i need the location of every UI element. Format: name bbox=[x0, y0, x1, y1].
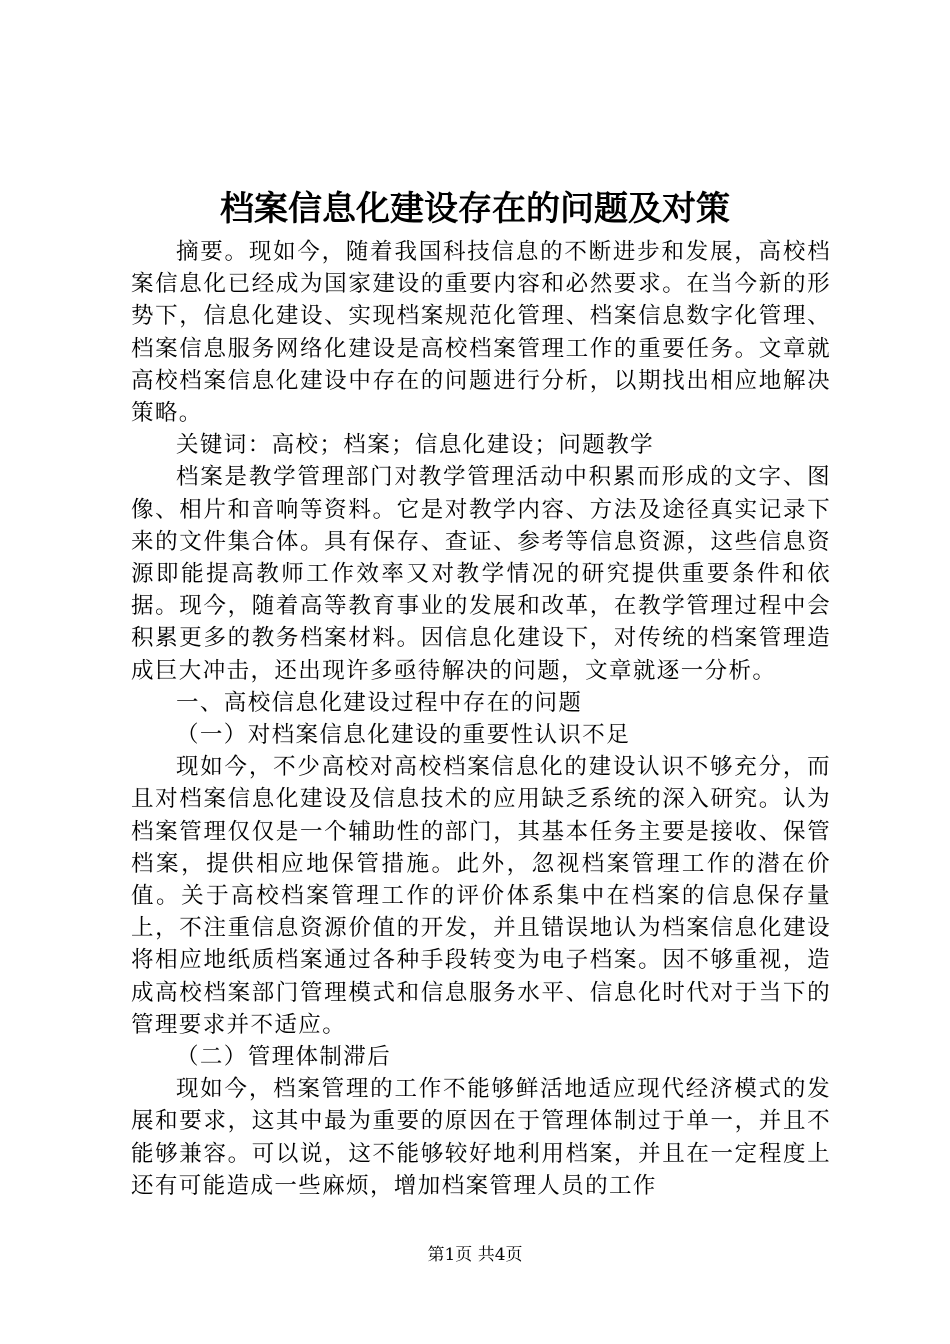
page-footer: 第1页 共4页 bbox=[427, 1245, 523, 1265]
section-heading: 一、高校信息化建设过程中存在的问题 bbox=[176, 689, 583, 716]
intro-paragraph: 档案是教学管理部门对教学管理活动中积累而形成的文字、图像、相片和音响等资料。它是对教学内容、方法及途径真实记录下来的文件集合体。具有保存、查证、参考等信息资源，这些信息资源即能提高教师工作效率又对教学情况的研究提供重要条件和依据。现今，随着高等教育事业的发展和改革，在教学管理过程中会积累更多的教务档案材料。因信息化建设下，对传统的档案管理造成巨大冲击，还出现许多亟待解决的问题，文章就逐一分析。 bbox=[131, 464, 831, 684]
keywords-paragraph: 关键词：高校；档案；信息化建设；问题教学 bbox=[176, 432, 655, 459]
document-body bbox=[131, 236, 831, 1202]
document-title: 档案信息化建设存在的问题及对策 bbox=[220, 189, 730, 229]
body-paragraph: 现如今，不少高校对高校档案信息化的建设认识不够充分，而且对档案信息化建设及信息技术的应用缺乏系统的深入研究。认为档案管理仅仅是一个辅助性的部门，其基本任务主要是接收、保管档案，提供相应地保管措施。此外，忽视档案管理工作的潜在价值。关于高校档案管理工作的评价体系集中在档案的信息保存量上，不注重信息资源价值的开发，并且错误地认为档案信息化建设将相应地纸质档案通过各种手段转变为电子档案。因不够重视，造成高校档案部门管理模式和信息服务水平、信息化时代对于当下的管理要求并不适应。 bbox=[131, 754, 831, 1038]
subsection-heading: （一）对档案信息化建设的重要性认识不足 bbox=[176, 722, 631, 749]
body-paragraph: 现如今，档案管理的工作不能够鲜活地适应现代经济模式的发展和要求，这其中最为重要的原因在于管理体制过于单一，并且不能够兼容。可以说，这不能够较好地利用档案，并且在一定程度上还有可能造成一些麻烦，增加档案管理人员的工作 bbox=[131, 1076, 831, 1199]
abstract-paragraph: 摘要。现如今，随着我国科技信息的不断进步和发展，高校档案信息化已经成为国家建设的重要内容和必然要求。在当今新的形势下，信息化建设、实现档案规范化管理、档案信息数字化管理、档案信息服务网络化建设是高校档案管理工作的重要任务。文章就高校档案信息化建设中存在的问题进行分析，以期找出相应地解决策略。 bbox=[131, 239, 831, 427]
subsection-heading: （二）管理体制滞后 bbox=[176, 1044, 392, 1071]
